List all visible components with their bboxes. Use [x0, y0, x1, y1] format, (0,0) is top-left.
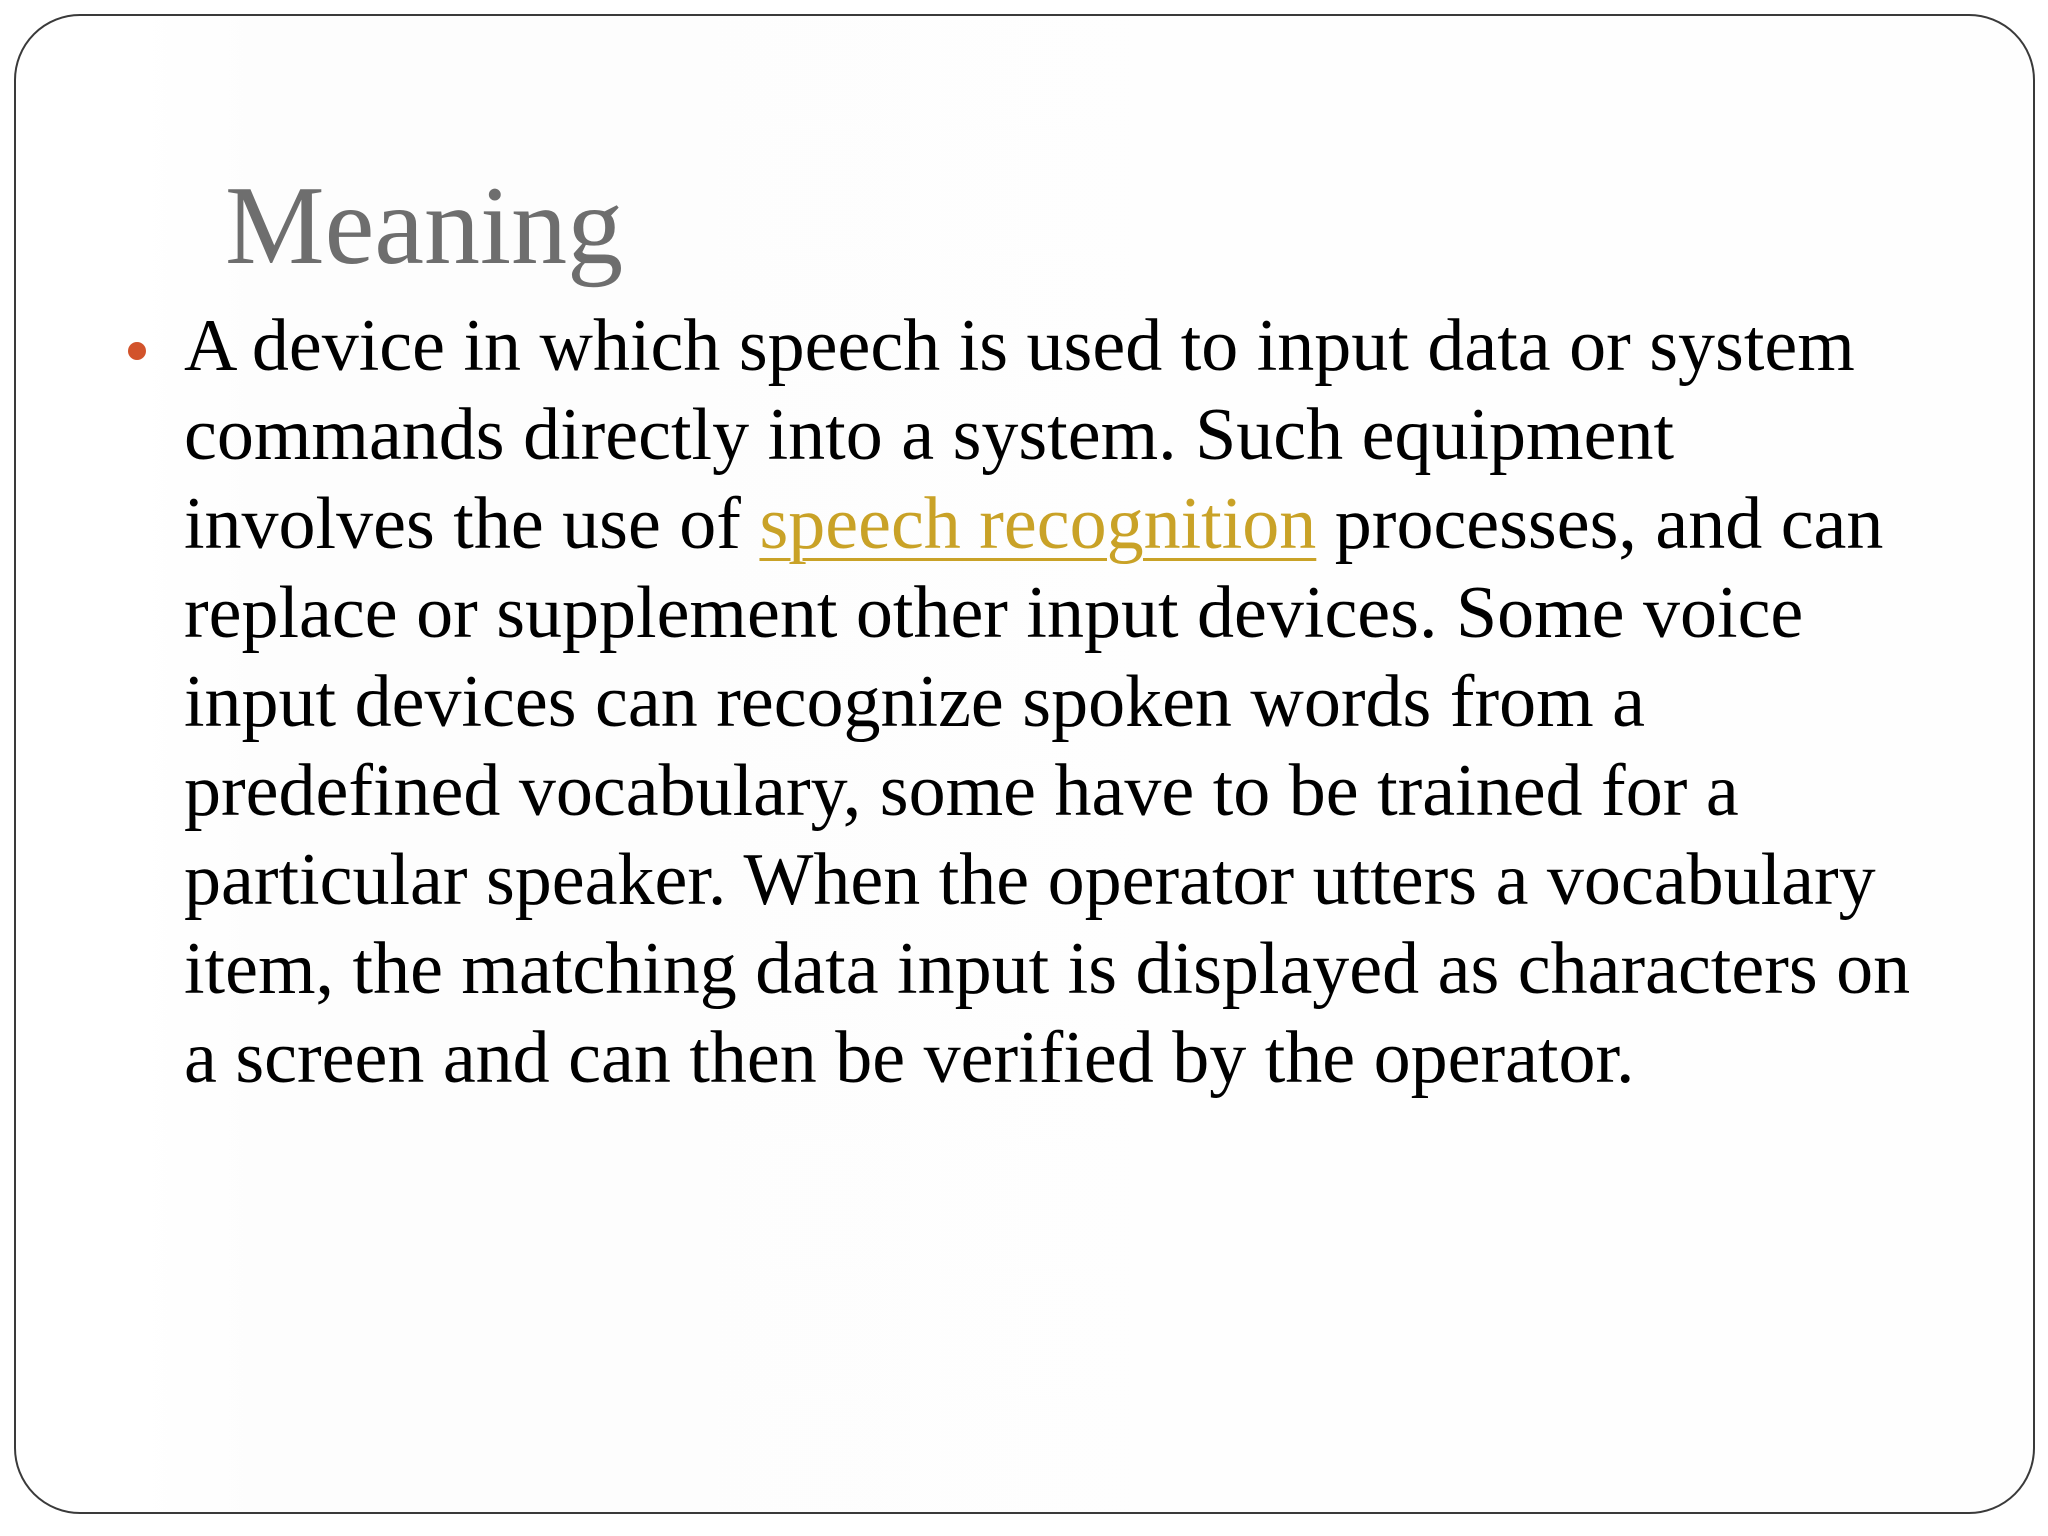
bullet-line-5: input devices can recognize spoken words from a: [184, 661, 1645, 743]
bullet-item: [122, 302, 2002, 1103]
bullet-line-6: predefined vocabulary, some have to be trained for a: [184, 750, 1739, 832]
slide-title: Meaning: [225, 164, 624, 288]
bullet-line-4: replace or supplement other input devices. Some voice: [184, 572, 1804, 654]
bullet-line-9: a screen and can then be verified by the operator.: [184, 1017, 1635, 1099]
bullet-text: [184, 302, 2002, 1103]
bullet-line-3-before: involves the use of: [184, 483, 760, 565]
bullet-line-2: commands directly into a system. Such equipment: [184, 394, 1675, 476]
slide-body: [122, 302, 2002, 1103]
bullet-line-8: item, the matching data input is displayed as characters on: [184, 928, 1911, 1010]
speech-recognition-link[interactable]: speech recognition: [759, 483, 1317, 565]
bullet-line-1: A device in which speech is used to input data or system: [184, 305, 1855, 387]
bullet-dot-icon: [128, 342, 146, 360]
bullet-line-7: particular speaker. When the operator utters a vocabulary: [184, 839, 1876, 921]
bullet-line-3-after: processes, and can: [1316, 483, 1884, 565]
